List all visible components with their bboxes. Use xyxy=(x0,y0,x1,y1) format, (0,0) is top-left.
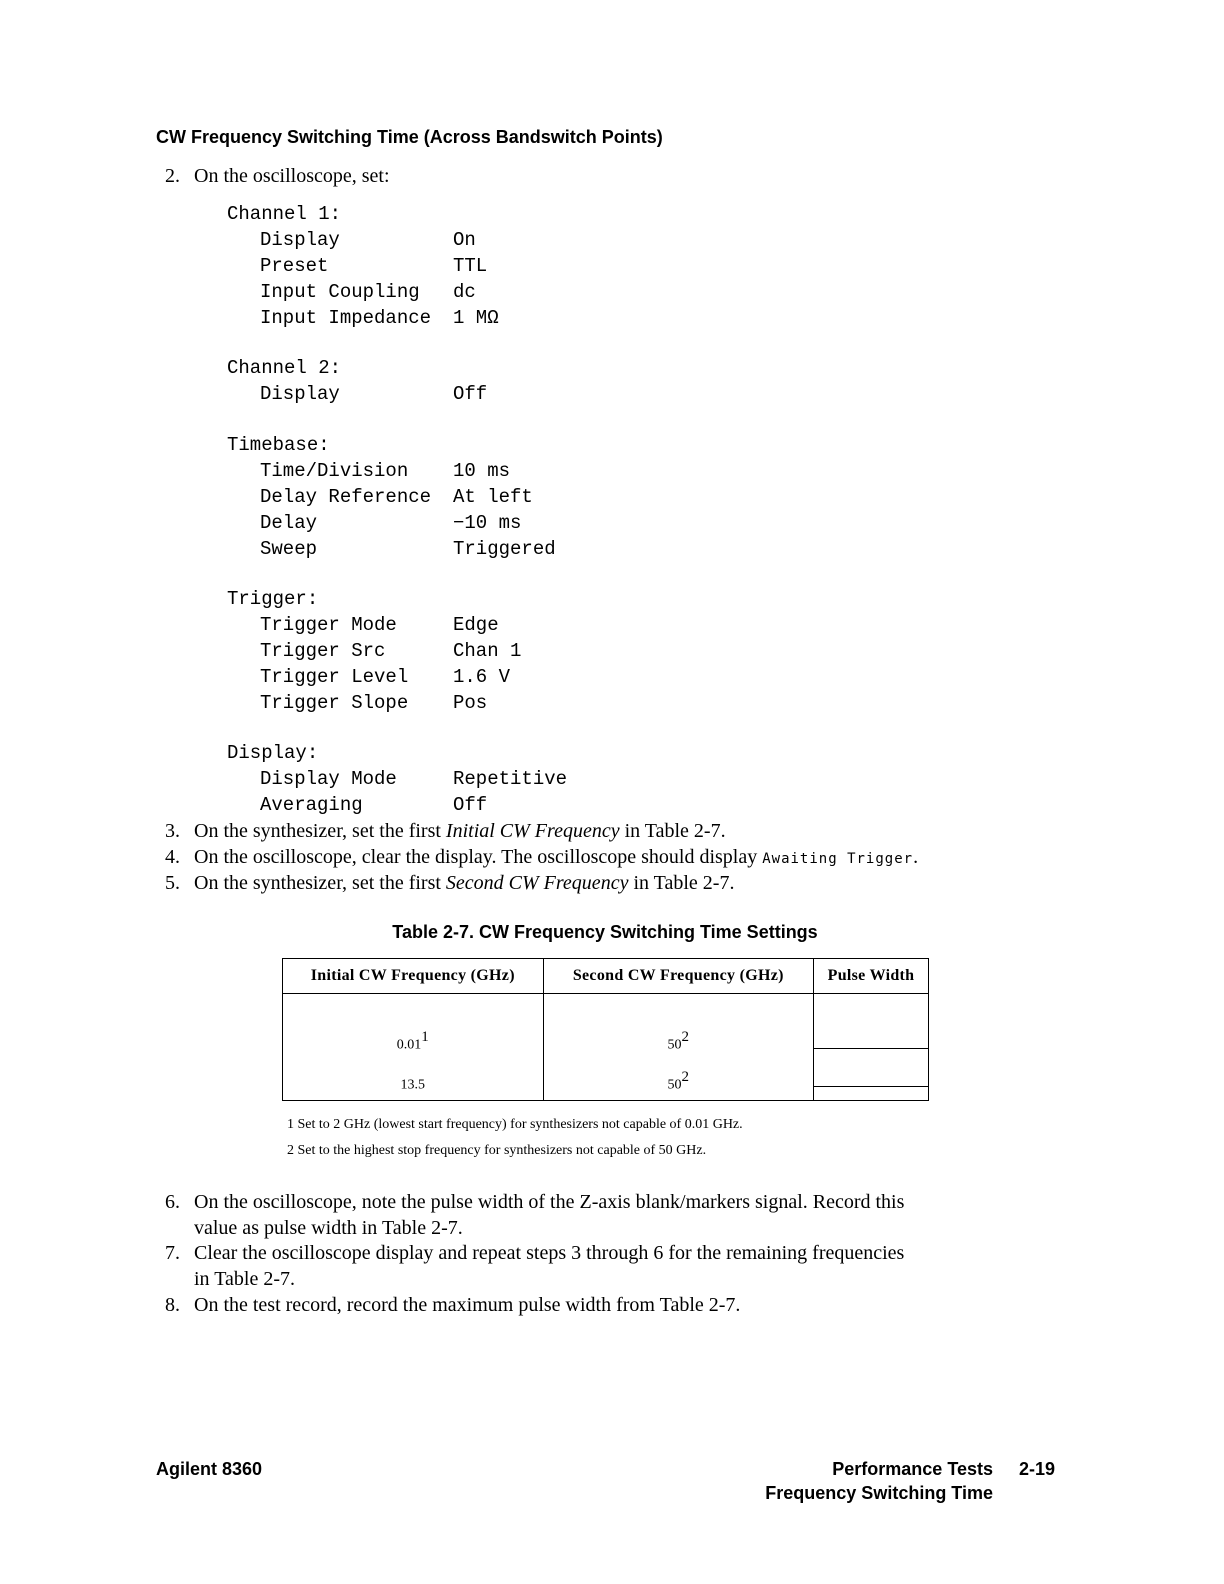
section-title: CW Frequency Switching Time (Across Bandswitch Points) xyxy=(156,127,663,147)
step-number: 8. xyxy=(165,1294,180,1316)
initial-frequency-value: 13.5 xyxy=(400,1078,426,1093)
setting-key: Preset xyxy=(260,255,329,277)
step-6 xyxy=(156,1189,1076,1241)
step-5 xyxy=(156,870,1076,896)
step-number: 2. xyxy=(165,165,180,187)
pulse-width-cell xyxy=(814,994,929,1064)
table-header-row xyxy=(283,959,929,994)
setting-value: Off xyxy=(453,383,488,405)
setting-value: Pos xyxy=(453,692,488,714)
step-text-emphasis: Second CW Frequency xyxy=(445,872,629,894)
setting-value: Triggered xyxy=(453,538,556,560)
step-text-pre: On the oscilloscope, clear the display. The oscilloscope should display xyxy=(194,846,763,868)
table-footnote-1: 1 Set to 2 GHz (lowest start frequency) for synthesizers not capable of 0.01 GHz. xyxy=(287,1117,743,1132)
initial-frequency-value: 0.01 xyxy=(396,1037,422,1053)
step-text: On the oscilloscope, note the pulse width of the Z-axis blank/markers signal. Record this xyxy=(194,1191,905,1213)
second-frequency-cell xyxy=(543,994,813,1064)
footnote-ref: 2 xyxy=(681,1028,690,1045)
step-number: 4. xyxy=(165,846,180,868)
step-3 xyxy=(156,818,1076,844)
column-header: Second CW Frequency (GHz) xyxy=(543,959,813,994)
setting-value: dc xyxy=(453,281,476,303)
footer-product: Agilent 8360 xyxy=(156,1459,263,1479)
setting-key: Sweep xyxy=(260,538,318,560)
setting-key: Display xyxy=(260,383,340,405)
settings-heading: Channel 1: xyxy=(227,203,342,225)
step-number: 5. xyxy=(165,872,180,894)
step-text-post: in Table 2-7. xyxy=(619,820,726,842)
step-8 xyxy=(156,1292,1076,1318)
setting-key: Delay xyxy=(260,512,318,534)
step-7 xyxy=(156,1240,1076,1292)
step-text-continued: in Table 2-7. xyxy=(194,1268,295,1290)
settings-heading: Timebase: xyxy=(227,434,330,456)
step-number: 7. xyxy=(165,1242,180,1264)
step-text-pre: On the synthesizer, set the first xyxy=(194,820,446,842)
footer-page-number: 2-19 xyxy=(1018,1459,1055,1479)
table-row xyxy=(283,994,929,1064)
setting-key: Trigger Src xyxy=(260,640,386,662)
pulse-width-entry-line xyxy=(814,1082,928,1087)
step-4 xyxy=(156,844,1076,870)
setting-key: Trigger Mode xyxy=(260,614,397,636)
setting-key: Input Coupling xyxy=(260,281,420,303)
step-text-post: in Table 2-7. xyxy=(628,872,735,894)
table-title: Table 2-7. CW Frequency Switching Time Settings xyxy=(392,922,818,942)
step-text xyxy=(194,818,726,844)
setting-value: Edge xyxy=(453,614,499,636)
setting-key: Display xyxy=(260,229,340,251)
step-2 xyxy=(156,163,1056,189)
settings-heading: Trigger: xyxy=(227,588,319,610)
footer-section: Performance Tests xyxy=(832,1459,993,1479)
footnote-ref: 1 xyxy=(421,1028,429,1045)
step-text-pre: On the synthesizer, set the first xyxy=(194,872,446,894)
setting-value: Repetitive xyxy=(453,768,568,790)
second-frequency-cell xyxy=(543,1064,813,1101)
second-frequency-value: 50 xyxy=(667,1078,682,1093)
setting-key: Trigger Level xyxy=(260,666,409,688)
display-message: Awaiting Trigger xyxy=(762,851,914,867)
setting-value: −10 ms xyxy=(453,512,522,534)
setting-value: On xyxy=(453,229,476,251)
second-frequency-value: 50 xyxy=(667,1037,682,1053)
table-footnote-2: 2 Set to the highest stop frequency for synthesizers not capable of 50 GHz. xyxy=(287,1143,707,1158)
setting-key: Delay Reference xyxy=(260,486,432,508)
footer-subsection: Frequency Switching Time xyxy=(765,1483,993,1503)
column-header: Pulse Width xyxy=(814,959,929,994)
step-text-post: . xyxy=(913,846,919,868)
step-number: 3. xyxy=(165,820,180,842)
step-text xyxy=(194,870,734,896)
initial-frequency-cell xyxy=(283,1064,544,1101)
table-row xyxy=(283,1064,929,1101)
setting-key: Time/Division xyxy=(260,460,409,482)
setting-key: Trigger Slope xyxy=(260,692,409,714)
settings-heading: Channel 2: xyxy=(227,357,342,379)
footnote-ref: 2 xyxy=(681,1069,690,1086)
switching-time-table xyxy=(282,958,929,1101)
initial-frequency-cell xyxy=(283,994,544,1064)
setting-value: Off xyxy=(453,794,488,816)
step-text: On the test record, record the maximum pulse width from Table 2-7. xyxy=(194,1294,741,1316)
setting-key: Input Impedance xyxy=(260,307,432,329)
step-text: Clear the oscilloscope display and repeat steps 3 through 6 for the remaining frequencies xyxy=(194,1242,905,1264)
setting-value: At left xyxy=(453,486,533,508)
step-text: On the oscilloscope, set: xyxy=(194,165,390,187)
setting-value: 10 ms xyxy=(453,460,511,482)
column-header: Initial CW Frequency (GHz) xyxy=(283,959,544,994)
setting-value: TTL xyxy=(453,255,488,277)
setting-value: 1 MΩ xyxy=(453,307,499,329)
step-text-continued: value as pulse width in Table 2-7. xyxy=(194,1217,463,1239)
setting-value: Chan 1 xyxy=(453,640,522,662)
step-text xyxy=(194,844,918,872)
setting-value: 1.6 V xyxy=(453,666,511,688)
step-text-emphasis: Initial CW Frequency xyxy=(445,820,620,842)
settings-heading: Display: xyxy=(227,742,319,764)
pulse-width-entry-line xyxy=(814,1044,928,1049)
pulse-width-cell xyxy=(814,1064,929,1101)
step-number: 6. xyxy=(165,1191,180,1213)
setting-key: Display Mode xyxy=(260,768,397,790)
setting-key: Averaging xyxy=(260,794,363,816)
